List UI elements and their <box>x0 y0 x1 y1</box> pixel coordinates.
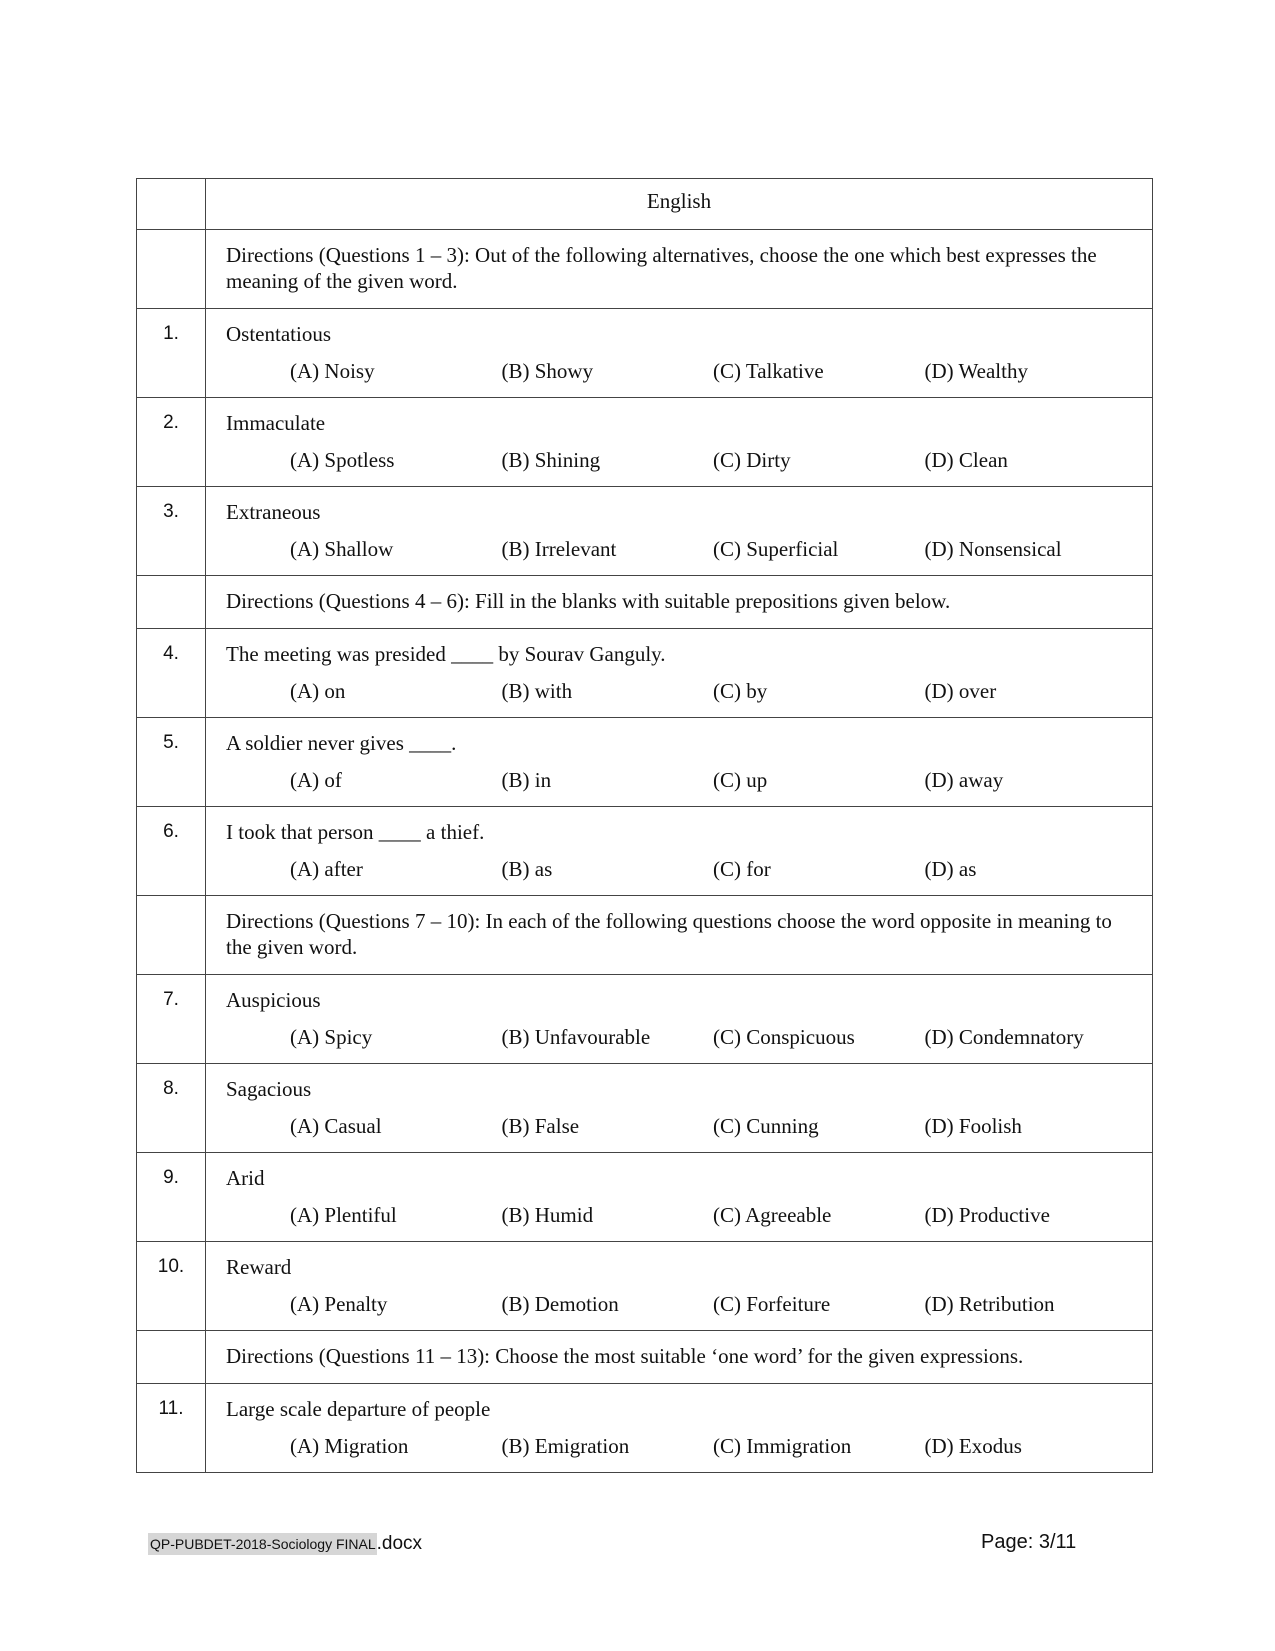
question-content <box>206 629 1153 718</box>
option-b: (B) Humid <box>501 1203 594 1227</box>
question-row <box>137 398 1153 487</box>
options-row <box>226 1024 1136 1050</box>
option-b: (B) Demotion <box>501 1292 619 1316</box>
subject-title: English <box>206 179 1153 230</box>
option-c: (C) Superficial <box>713 537 839 561</box>
options-row <box>226 358 1136 384</box>
question-number: 7. <box>137 975 206 1064</box>
question-text: The meeting was presided ____ by Sourav Ganguly. <box>226 642 666 666</box>
question-number: 1. <box>137 309 206 398</box>
question-content <box>206 718 1153 807</box>
option-b: (B) as <box>501 857 553 881</box>
question-row <box>137 1153 1153 1242</box>
question-text: Sagacious <box>226 1077 312 1101</box>
question-row <box>137 718 1153 807</box>
option-d: (D) Foolish <box>924 1114 1022 1138</box>
question-content <box>206 1384 1153 1473</box>
number-cell <box>137 896 206 975</box>
option-a: (A) Migration <box>290 1434 409 1458</box>
question-content <box>206 1153 1153 1242</box>
option-a: (A) Casual <box>290 1114 382 1138</box>
question-text: Extraneous <box>226 500 321 524</box>
number-cell <box>137 230 206 309</box>
question-text: Large scale departure of people <box>226 1397 491 1421</box>
option-a: (A) Plentiful <box>290 1203 397 1227</box>
question-number: 11. <box>137 1384 206 1473</box>
question-content <box>206 309 1153 398</box>
options-row <box>226 536 1136 562</box>
option-d: (D) over <box>924 679 997 703</box>
option-c: (C) Cunning <box>713 1114 819 1138</box>
directions-row <box>137 1331 1153 1384</box>
option-c: (C) by <box>713 679 768 703</box>
question-content <box>206 1064 1153 1153</box>
question-content <box>206 487 1153 576</box>
options-row <box>226 1202 1136 1228</box>
question-text: Auspicious <box>226 988 321 1012</box>
option-d: (D) Exodus <box>924 1434 1022 1458</box>
directions-row <box>137 576 1153 629</box>
footer-page-number: Page: 3/11 <box>981 1531 1077 1553</box>
options-row <box>226 1433 1136 1459</box>
option-c: (C) Dirty <box>713 448 791 472</box>
question-text: Arid <box>226 1166 265 1190</box>
question-number: 10. <box>137 1242 206 1331</box>
option-d: (D) Wealthy <box>924 359 1028 383</box>
option-b: (B) False <box>501 1114 580 1138</box>
question-text: Ostentatious <box>226 322 331 346</box>
option-b: (B) with <box>501 679 573 703</box>
directions-text: Directions (Questions 11 – 13): Choose the most suitable ‘one word’ for the given expressions. <box>206 1331 1153 1384</box>
option-b: (B) Showy <box>501 359 594 383</box>
option-b: (B) Emigration <box>501 1434 630 1458</box>
directions-row <box>137 230 1153 309</box>
option-d: (D) Nonsensical <box>924 537 1062 561</box>
question-text: A soldier never gives ____. <box>226 731 457 755</box>
option-a: (A) Spotless <box>290 448 395 472</box>
question-table <box>136 178 1153 1473</box>
question-row <box>137 807 1153 896</box>
question-text: Reward <box>226 1255 292 1279</box>
number-cell <box>137 1331 206 1384</box>
footer-filename <box>148 1533 422 1555</box>
option-d: (D) Condemnatory <box>924 1025 1084 1049</box>
question-content <box>206 398 1153 487</box>
question-row <box>137 1384 1153 1473</box>
option-a: (A) Noisy <box>290 359 375 383</box>
option-c: (C) for <box>713 857 771 881</box>
option-a: (A) Penalty <box>290 1292 388 1316</box>
option-c: (C) Talkative <box>713 359 824 383</box>
question-row <box>137 975 1153 1064</box>
option-d: (D) Clean <box>924 448 1008 472</box>
option-c: (C) Conspicuous <box>713 1025 855 1049</box>
option-d: (D) Productive <box>924 1203 1050 1227</box>
question-number: 8. <box>137 1064 206 1153</box>
option-b: (B) Unfavourable <box>501 1025 651 1049</box>
footer-filename-ext: .docx <box>376 1533 423 1554</box>
options-row <box>226 856 1136 882</box>
option-a: (A) Shallow <box>290 537 394 561</box>
directions-text: Directions (Questions 4 – 6): Fill in the blanks with suitable prepositions given below. <box>206 576 1153 629</box>
question-content <box>206 1242 1153 1331</box>
option-d: (D) as <box>924 857 977 881</box>
question-text: I took that person ____ a thief. <box>226 820 485 844</box>
option-b: (B) Shining <box>501 448 601 472</box>
question-row <box>137 629 1153 718</box>
directions-text: Directions (Questions 7 – 10): In each of the following questions choose the word opposite in meaning to the given word. <box>206 896 1153 975</box>
question-number: 5. <box>137 718 206 807</box>
question-row <box>137 1064 1153 1153</box>
option-c: (C) up <box>713 768 768 792</box>
footer-filename-highlight: QP-PUBDET-2018-Sociology FINAL <box>148 1533 377 1555</box>
question-row <box>137 309 1153 398</box>
options-row <box>226 1113 1136 1139</box>
option-a: (A) after <box>290 857 363 881</box>
options-row <box>226 1291 1136 1317</box>
option-a: (A) on <box>290 679 346 703</box>
question-number: 3. <box>137 487 206 576</box>
question-content <box>206 975 1153 1064</box>
question-number: 2. <box>137 398 206 487</box>
question-text: Immaculate <box>226 411 326 435</box>
options-row <box>226 678 1136 704</box>
option-b: (B) Irrelevant <box>501 537 617 561</box>
question-content <box>206 807 1153 896</box>
directions-text: Directions (Questions 1 – 3): Out of the following alternatives, choose the one which best expresses the meaning of the given word. <box>206 230 1153 309</box>
option-b: (B) in <box>501 768 552 792</box>
option-a: (A) Spicy <box>290 1025 373 1049</box>
option-d: (D) Retribution <box>924 1292 1055 1316</box>
options-row <box>226 447 1136 473</box>
options-row <box>226 767 1136 793</box>
question-number: 6. <box>137 807 206 896</box>
number-cell <box>137 179 206 230</box>
option-a: (A) of <box>290 768 342 792</box>
header-row <box>137 179 1153 230</box>
question-number: 9. <box>137 1153 206 1242</box>
question-row <box>137 487 1153 576</box>
option-c: (C) Agreeable <box>713 1203 832 1227</box>
question-row <box>137 1242 1153 1331</box>
directions-row <box>137 896 1153 975</box>
question-number: 4. <box>137 629 206 718</box>
option-c: (C) Forfeiture <box>713 1292 831 1316</box>
option-c: (C) Immigration <box>713 1434 852 1458</box>
number-cell <box>137 576 206 629</box>
option-d: (D) away <box>924 768 1004 792</box>
